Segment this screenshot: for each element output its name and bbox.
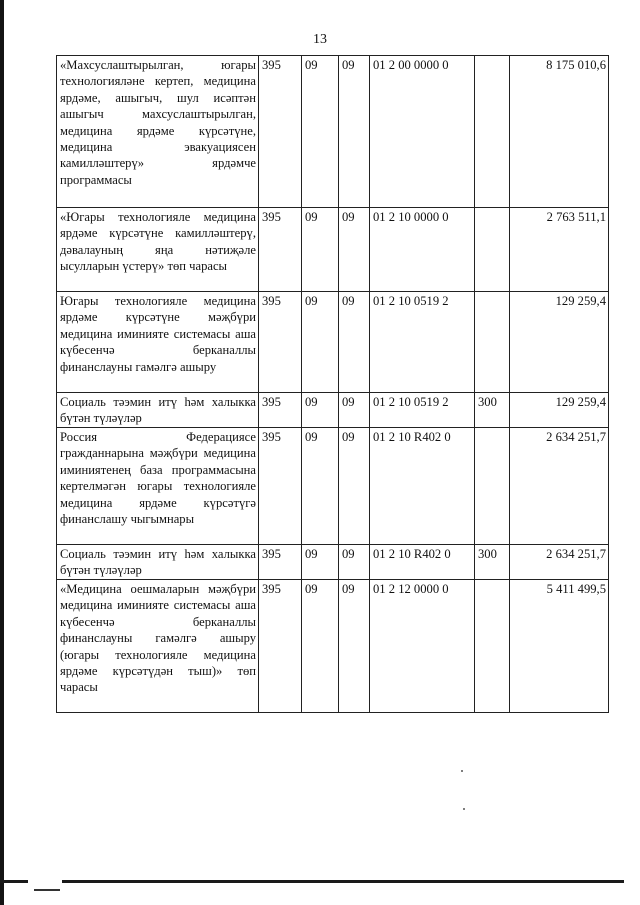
- row-name: Россия Федерациясе гражданнарына мәҗбүри медицина иминиятенең база программасына кертелмәгән югары технологияле медицина ярдәме күрсәтүгә финанслашу чыгымнары: [57, 428, 259, 545]
- row-target-code: 01 2 10 0519 2: [370, 292, 475, 393]
- row-section: 09: [302, 56, 339, 208]
- row-name: Социаль тәэмин итү һәм халыкка бүтән түләүләр: [57, 393, 259, 428]
- row-target-code: 01 2 10 0000 0: [370, 208, 475, 292]
- row-target-code: 01 2 10 R402 0: [370, 428, 475, 545]
- row-expense-type: [475, 208, 510, 292]
- page-number: 13: [313, 32, 327, 47]
- row-subsection: 09: [339, 545, 370, 580]
- scan-speck: [463, 808, 465, 810]
- row-subsection: 09: [339, 208, 370, 292]
- row-section: 09: [302, 428, 339, 545]
- row-target-code: 01 2 10 0519 2: [370, 393, 475, 428]
- row-subsection: 09: [339, 580, 370, 713]
- row-amount: 5 411 499,5: [510, 580, 609, 713]
- row-subsection: 09: [339, 56, 370, 208]
- row-subsection: 09: [339, 292, 370, 393]
- row-section: 09: [302, 580, 339, 713]
- table-row: [57, 545, 609, 580]
- budget-table: [56, 55, 609, 713]
- row-section: 09: [302, 292, 339, 393]
- row-ministry: 395: [259, 208, 302, 292]
- table-row: [57, 292, 609, 393]
- row-expense-type: [475, 428, 510, 545]
- scan-left-edge: [0, 0, 4, 905]
- row-expense-type: 300: [475, 545, 510, 580]
- row-ministry: 395: [259, 393, 302, 428]
- row-section: 09: [302, 208, 339, 292]
- table-row: [57, 208, 609, 292]
- row-name: «Махсуслаштырылган, югары технологияләне кертеп, медицина ярдәме, ашыгыч, шул исәптән ашыгыч махсуслаштырылган, медицина ярдәме күрсәтүне, медицина эвакуациясен камилләштерү» ярдәмче программасы: [57, 56, 259, 208]
- row-name: Социаль тәэмин итү һәм халыкка бүтән түләүләр: [57, 545, 259, 580]
- row-section: 09: [302, 545, 339, 580]
- row-subsection: 09: [339, 393, 370, 428]
- row-subsection: 09: [339, 428, 370, 545]
- scan-bottom-gap: [28, 880, 62, 883]
- row-amount: 2 634 251,7: [510, 545, 609, 580]
- row-ministry: 395: [259, 428, 302, 545]
- scan-speck: [461, 770, 463, 772]
- scan-bottom-edge: [0, 880, 624, 883]
- row-ministry: 395: [259, 292, 302, 393]
- row-ministry: 395: [259, 580, 302, 713]
- row-name: «Югары технологияле медицина ярдәме күрсәтүне камилләштерү, дәвалауның яңа нәтиҗәле ысулларын үстерү» төп чарасы: [57, 208, 259, 292]
- row-section: 09: [302, 393, 339, 428]
- row-amount: 2 763 511,1: [510, 208, 609, 292]
- table-row: [57, 580, 609, 713]
- row-expense-type: 300: [475, 393, 510, 428]
- row-target-code: 01 2 12 0000 0: [370, 580, 475, 713]
- row-ministry: 395: [259, 545, 302, 580]
- row-expense-type: [475, 56, 510, 208]
- row-target-code: 01 2 00 0000 0: [370, 56, 475, 208]
- row-name: «Медицина оешмаларын мәҗбүри медицина иминияте системасы аша күбесенчә берканаллы финанслауны гамәлгә ашыру (югары технологияле медицина ярдәме күрсәтүдән тыш)» төп чарасы: [57, 580, 259, 713]
- row-name: Югары технологияле медицина ярдәме күрсәтүне мәҗбүри медицина иминияте системасы аша күбесенчә берканаллы финанслауны гамәлгә ашыру: [57, 292, 259, 393]
- table-row: [57, 393, 609, 428]
- row-ministry: 395: [259, 56, 302, 208]
- row-amount: 8 175 010,6: [510, 56, 609, 208]
- row-amount: 129 259,4: [510, 292, 609, 393]
- scan-bottom-stub: [34, 889, 60, 891]
- table-row: [57, 428, 609, 545]
- row-amount: 129 259,4: [510, 393, 609, 428]
- row-expense-type: [475, 292, 510, 393]
- row-target-code: 01 2 10 R402 0: [370, 545, 475, 580]
- table-row: [57, 56, 609, 208]
- row-expense-type: [475, 580, 510, 713]
- row-amount: 2 634 251,7: [510, 428, 609, 545]
